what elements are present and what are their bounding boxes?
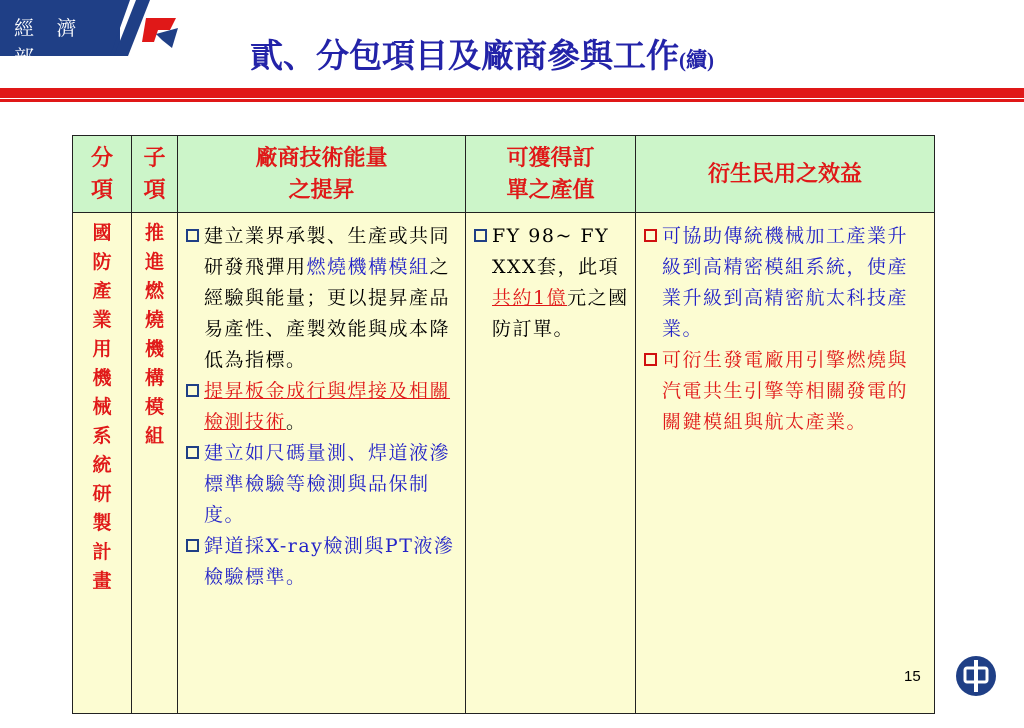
header-capability: 廠商技術能量 之提昇 [178, 136, 466, 213]
ministry-seal-icon [954, 654, 998, 698]
vertical-char: 械 [92, 396, 112, 418]
category-vertical-text [73, 213, 131, 596]
vertical-char: 研 [92, 483, 112, 505]
header-divider-thin [0, 99, 1024, 102]
capability-cell [178, 213, 466, 714]
vertical-char: 防 [92, 251, 112, 273]
vertical-char: 統 [92, 454, 112, 476]
benefit-cell [636, 213, 935, 714]
vertical-char: 製 [92, 512, 112, 534]
vertical-char: 機 [144, 338, 164, 360]
vertical-char: 進 [144, 251, 164, 273]
vertical-char: 燒 [144, 309, 164, 331]
order-value-cell [466, 213, 636, 714]
list-item: 可協助傳統機械加工產業升級到高精密模組系統，使產業升級到高精密航太科技產業。 [644, 221, 928, 345]
vertical-char: 燃 [144, 280, 164, 302]
category-cell [73, 213, 132, 714]
title-suffix: (續) [679, 48, 714, 72]
vertical-char: 計 [92, 541, 112, 563]
checkbox-bullet-icon [186, 539, 199, 552]
table-row [73, 213, 935, 714]
checkbox-bullet-icon [474, 229, 487, 242]
vertical-char: 構 [144, 367, 164, 389]
checkbox-bullet-icon [186, 229, 199, 242]
vertical-char: 業 [92, 309, 112, 331]
header-category: 分 項 [73, 136, 132, 213]
list-item: 提昇板金成行與焊接及相關檢測技術。 [186, 376, 459, 438]
list-item: 建立如尺碼量測、焊道液滲標準檢驗等檢測與品保制度。 [186, 438, 459, 531]
checkbox-bullet-icon [644, 229, 657, 242]
subitem-cell [132, 213, 178, 714]
vertical-char: 機 [92, 367, 112, 389]
ministry-emblem-icon [100, 0, 220, 70]
list-item: 建立業界承製、生產或共同研發飛彈用燃燒機構模組之經驗與能量；更以提昇產品易產性、產製效能與成本降低為指標。 [186, 221, 459, 376]
ministry-name: 經 濟 部 [14, 16, 85, 69]
checkbox-bullet-icon [186, 446, 199, 459]
page-number: 15 [904, 668, 921, 685]
table-header-row [73, 136, 935, 213]
subitem-vertical-text [132, 213, 177, 451]
vertical-char: 系 [92, 425, 112, 447]
vertical-char: 畫 [92, 570, 112, 592]
work-items-table [72, 135, 935, 714]
list-item: 可衍生發電廠用引擎燃燒與汽電共生引擎等相關發電的關鍵模組與航太產業。 [644, 345, 928, 438]
list-item: 銲道採X-ray檢測與PT液滲檢驗標準。 [186, 531, 459, 593]
vertical-char: 組 [144, 425, 164, 447]
page-title: 貳、分包項目及廠商參與工作(續) [250, 36, 714, 75]
header-subitem: 子 項 [132, 136, 178, 213]
vertical-char: 用 [92, 338, 112, 360]
header-divider [0, 88, 1024, 98]
list-item: FY 98~ FY XXX套，此項共約1億元之國防訂單。 [474, 221, 629, 345]
header-order-value: 可獲得訂 單之產值 [466, 136, 636, 213]
header-benefit: 衍生民用之效益 [636, 136, 935, 213]
checkbox-bullet-icon [644, 353, 657, 366]
vertical-char: 產 [92, 280, 112, 302]
vertical-char: 推 [144, 222, 164, 244]
checkbox-bullet-icon [186, 384, 199, 397]
vertical-char: 模 [144, 396, 164, 418]
vertical-char: 國 [92, 222, 112, 244]
